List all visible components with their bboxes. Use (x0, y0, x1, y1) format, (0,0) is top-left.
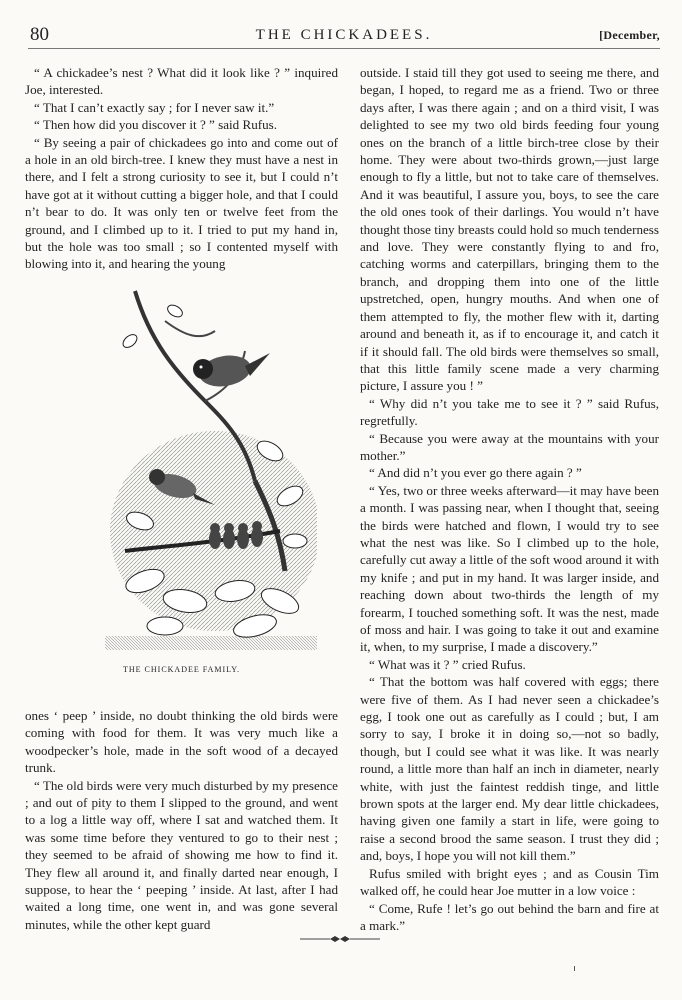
paragraph: “ Why did n’t you take me to see it ? ” said Rufus, regretfully. (360, 395, 659, 429)
illustration (25, 281, 338, 701)
paragraph: “ A chickadee’s nest ? What did it look like ? ” inquired Joe, interested. (25, 65, 338, 98)
paragraph: “ That I can’t exactly say ; for I never saw it.” (34, 99, 275, 115)
paragraph: “ Yes, two or three weeks afterward—it may have been a month. I was passing near, when I thought that, seeing the birds were hatched and flown, I would try to see what the nest was like. So I climbed up to the hole, carefully cut away a little of the soft wood around it with my knife ; and put in my hand. It was larger inside, and reaching down about two-thirds the length of my forearm, I touched something soft. It was the nest, made of moss and hair. I was going to take it out and examine it, when, to my surprise, I made a discovery.” (360, 482, 659, 655)
left-column (25, 64, 338, 933)
paragraph: “ That the bottom was half covered with eggs; there were five of them. As I had never seen a chickadee’s egg, I took one out as carefully as I could ; but, I am sorry to say, I broke it in doing so,—not so badly, though, but I could see what it was like. It was nearly round, a little more than half an inch in diameter, nearly white, with just the faintest reddish tinge, and little brown spots at the larger end. My dear little chickadees, having given one family a start in life, were going to raise a second brood the same season. I trust they did ; and, boys, I hope you will not kill them.” (360, 674, 659, 864)
print-mark (574, 966, 575, 971)
paragraph: “ By seeing a pair of chickadees go into and come out of a hole in an old birch-tree. I knew they must have a nest in there, and I felt a strong curiosity to see it, but I could n’t have got at it without cutting a bigger hole, and that I could n’t bear to do. It was only ten or twelve feet from the ground, and I climbed up to it. I tried to put my hand in, but the hole was too small ; so I contented myself with blowing into it, and hearing the young (25, 134, 338, 272)
paragraph: “ Then how did you discover it ? ” said Rufus. (34, 117, 278, 133)
chickadee-engraving-icon (105, 281, 317, 653)
paragraph: “ Because you were away at the mountains with your mother.” (360, 430, 659, 463)
page-number: 80 (30, 24, 49, 45)
paragraph: ones ‘ peep ’ inside, no doubt thinking the old birds were coming with food for them. It was very much like a woodpecker’s hole, made in the soft wood of a decayed trunk. (25, 707, 338, 776)
paragraph: “ Come, Rufe ! let’s go out behind the barn and fire at a mark.” (360, 900, 659, 933)
running-header (28, 22, 660, 49)
illustration-caption: THE CHICKADEE FAMILY. (122, 664, 240, 674)
end-ornament-icon (300, 934, 380, 944)
paragraph: outside. I staid till they got used to seeing me there, and began, I hoped, to regard me as a friend. Two or three days after, I was there again ; and on a third visit, I was delighted to see my two old birds feeding four young ones on the branch of a little birch-tree close by their home. They were about two-thirds grown,—just large enough to fly a little, but not to take care of themselves. And it was beautiful, I assure you, boys, to see the care the old ones took of their darlings. You would n’t have thought those tiny breasts could hold so much tenderness and love. They were constantly flying to and fro, catching worms and caterpillars, bringing them to the branch, and dropping them into one of the little upstretched, open, hungry mouths. And when one of them attempted to fly, the mother flew with it, darting around and beneath it, as if to encourage it, and catch it if it should fall. The old birds were themselves so small, that this little family scene made a very charming picture, I assure you ! ” (360, 65, 659, 394)
paragraph: “ And did n’t you ever go there again ? ” (369, 465, 582, 481)
running-title: THE CHICKADEES. (255, 27, 433, 43)
paragraph: “ What was it ? ” cried Rufus. (369, 656, 526, 672)
paragraph: “ The old birds were very much disturbed by my presence ; and out of pity to them I slipped to the ground, and went to a log a little way off, where I sat and watched them. It was some time before they ventured to go to their nest ; they seemed to be afraid of showing me how to find it. They flew all around it, and finally darted near enough, I suppose, to hear the ‘ peeping ’ inside. At last, after I had waited a long time, one went in, and was gone several minutes, while the other kept guard (25, 777, 338, 932)
right-column (360, 64, 659, 934)
issue-month: [December, (599, 28, 660, 42)
paragraph: Rufus smiled with bright eyes ; and as Cousin Tim walked off, he could hear Joe mutter in a low voice : (360, 865, 659, 899)
